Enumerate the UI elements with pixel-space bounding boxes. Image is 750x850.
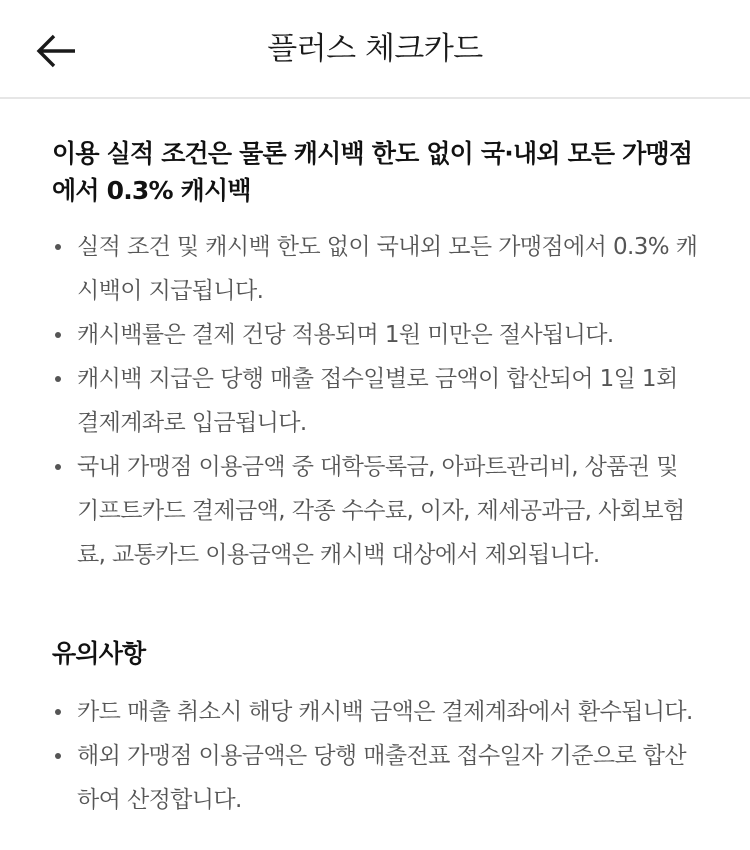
section-heading: 유의사항 [52,639,146,668]
section-heading: 이용 실적 조건은 물론 캐시백 한도 없이 국·내외 모든 가맹점에서 0.3% 캐시백 [52,139,693,205]
page-title: 플러스 체크카드 [267,31,483,67]
back-button[interactable] [30,25,82,77]
bullet-dot [55,332,61,338]
list-item [52,445,698,577]
list-item-text: 실적 조건 및 캐시백 한도 없이 국내외 모든 가맹점에서 0.3% 캐시백이 지급됩니다. [77,234,698,304]
arrow-left-icon [34,32,78,70]
list-item-text: 국내 가맹점 이용금액 중 대학등록금, 아파트관리비, 상품권 및 기프트카드 결제금액, 각종 수수료, 이자, 제세공과금, 사회보험료, 교통카드 이용금액은 캐시백 대상에서 제외됩니다. [77,454,685,568]
list-item-text: 캐시백률은 결제 건당 적용되며 1원 미만은 절사됩니다. [77,322,614,348]
bullet-dot [55,244,61,250]
notes-section [52,635,698,822]
list-item [52,313,698,357]
list-item-text: 카드 매출 취소시 해당 캐시백 금액은 결제계좌에서 환수됩니다. [77,699,693,725]
header-bar [0,0,750,99]
section-divider [52,577,698,635]
bullet-dot [55,376,61,382]
bullet-dot [55,464,61,470]
list-item [52,690,698,734]
list-item-text: 캐시백 지급은 당행 매출 접수일별로 금액이 합산되어 1일 1회 결제계좌로 입금됩니다. [77,366,678,436]
benefit-section [52,135,698,577]
bullet-list [52,225,698,577]
list-item-text: 해외 가맹점 이용금액은 당행 매출전표 접수일자 기준으로 합산하여 산정합니다. [77,743,687,813]
main-content [0,99,750,822]
list-item [52,357,698,445]
bullet-list [52,690,698,822]
list-item [52,225,698,313]
bullet-dot [55,753,61,759]
list-item [52,734,698,822]
bullet-dot [55,709,61,715]
